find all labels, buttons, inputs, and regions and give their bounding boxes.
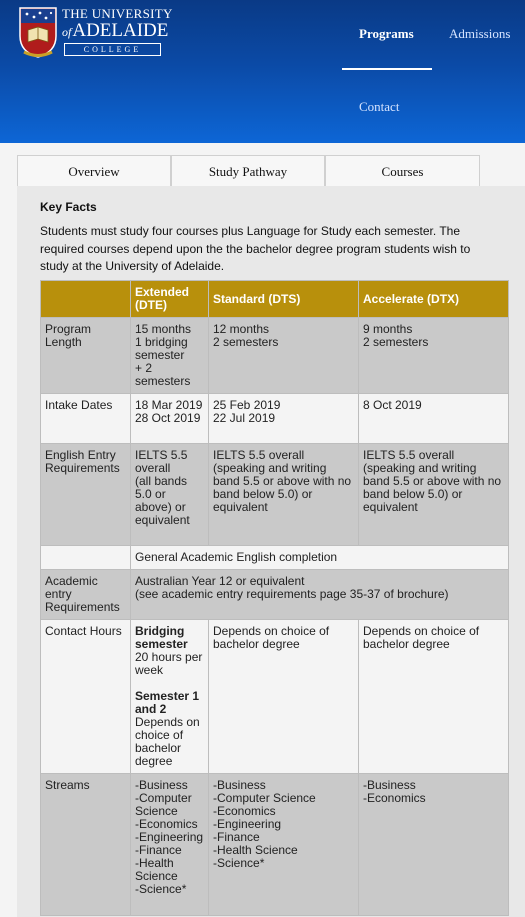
- table-header-dtx: Accelerate (DTX): [359, 281, 509, 318]
- table-header-dts: Standard (DTS): [209, 281, 359, 318]
- table-row: [41, 444, 509, 546]
- row-label-academic-entry: Academic entry Requirements: [41, 570, 131, 620]
- table-row: [41, 620, 509, 774]
- section-tabs: [0, 155, 525, 187]
- tab-courses[interactable]: Courses: [325, 155, 480, 186]
- logo-line-adelaide: [62, 20, 168, 42]
- row-label-program-length: Program Length: [41, 318, 131, 394]
- cell-dts-streams: -Business -Computer Science -Economics -Engineering -Finance -Health Science -Science*: [209, 774, 359, 916]
- cell-dts-intake-dates: 25 Feb 2019 22 Jul 2019: [209, 394, 359, 444]
- nav-active-underline: [342, 68, 432, 70]
- row-label-contact-hours: Contact Hours: [41, 620, 131, 774]
- site-header: [0, 0, 525, 143]
- key-facts-table: [40, 280, 509, 916]
- nav-contact-link[interactable]: Contact: [359, 99, 400, 114]
- cell-general-english: General Academic English completion: [131, 546, 509, 570]
- bridging-semester-title: Bridging semester: [135, 624, 188, 651]
- semester-1-2-text: Depends on choice of bachelor degree: [135, 715, 200, 768]
- cell-dtx-english-entry: IELTS 5.5 overall (speaking and writing band 5.5 or above with no band below 5.0) or equivalent: [359, 444, 509, 546]
- row-label-general-english: [41, 546, 131, 570]
- bridging-semester-text: 20 hours per week: [135, 650, 203, 677]
- table-header-empty: [41, 281, 131, 318]
- cell-dte-contact-hours: [131, 620, 209, 774]
- table-header-row: [41, 281, 509, 318]
- nav-admissions-link[interactable]: Admissions: [449, 26, 511, 41]
- cell-dts-program-length: 12 months 2 semesters: [209, 318, 359, 394]
- table-row: [41, 546, 509, 570]
- university-logo[interactable]: [18, 6, 173, 62]
- cell-dtx-program-length: 9 months 2 semesters: [359, 318, 509, 394]
- nav-programs-link[interactable]: Programs: [359, 26, 414, 41]
- table-row: [41, 570, 509, 620]
- table-row: [41, 394, 509, 444]
- cell-dtx-streams: -Business -Economics: [359, 774, 509, 916]
- cell-dts-english-entry: IELTS 5.5 overall (speaking and writing band 5.5 or above with no band below 5.0) or equivalent: [209, 444, 359, 546]
- table-row: [41, 318, 509, 394]
- logo-adelaide: ADELAIDE: [72, 20, 169, 41]
- cell-dtx-intake-dates: 8 Oct 2019: [359, 394, 509, 444]
- cell-academic-entry: Australian Year 12 or equivalent (see academic entry requirements page 35-37 of brochure): [131, 570, 509, 620]
- row-label-streams: Streams: [41, 774, 131, 916]
- cell-dte-streams: -Business -Computer Science -Economics -Engineering -Finance -Health Science -Science*: [131, 774, 209, 916]
- cell-dte-program-length: 15 months 1 bridging semester + 2 semesters: [131, 318, 209, 394]
- cell-dte-intake-dates: 18 Mar 2019 28 Oct 2019: [131, 394, 209, 444]
- cell-dtx-contact-hours: Depends on choice of bachelor degree: [359, 620, 509, 774]
- row-label-english-entry: English Entry Requirements: [41, 444, 131, 546]
- semester-1-2-title: Semester 1 and 2: [135, 689, 200, 716]
- intro-paragraph: Students must study four courses plus Language for Study each semester. The required courses depend upon the the bachelor degree program students wish to study at the University of Adelaide.: [40, 224, 471, 273]
- logo-line-university: THE UNIVERSITY: [62, 6, 173, 21]
- tab-overview[interactable]: Overview: [17, 155, 171, 186]
- key-facts-heading: Key Facts: [40, 200, 97, 214]
- cell-dts-contact-hours: Depends on choice of bachelor degree: [209, 620, 359, 774]
- table-row: [41, 774, 509, 916]
- row-label-intake-dates: Intake Dates: [41, 394, 131, 444]
- crest-icon: [18, 6, 58, 58]
- logo-line-college: COLLEGE: [64, 43, 161, 56]
- tab-study-pathway[interactable]: Study Pathway: [171, 155, 325, 186]
- table-header-dte: Extended (DTE): [131, 281, 209, 318]
- cell-dte-english-entry: IELTS 5.5 overall (all bands 5.0 or above) or equivalent: [131, 444, 209, 546]
- logo-of: of: [62, 25, 72, 39]
